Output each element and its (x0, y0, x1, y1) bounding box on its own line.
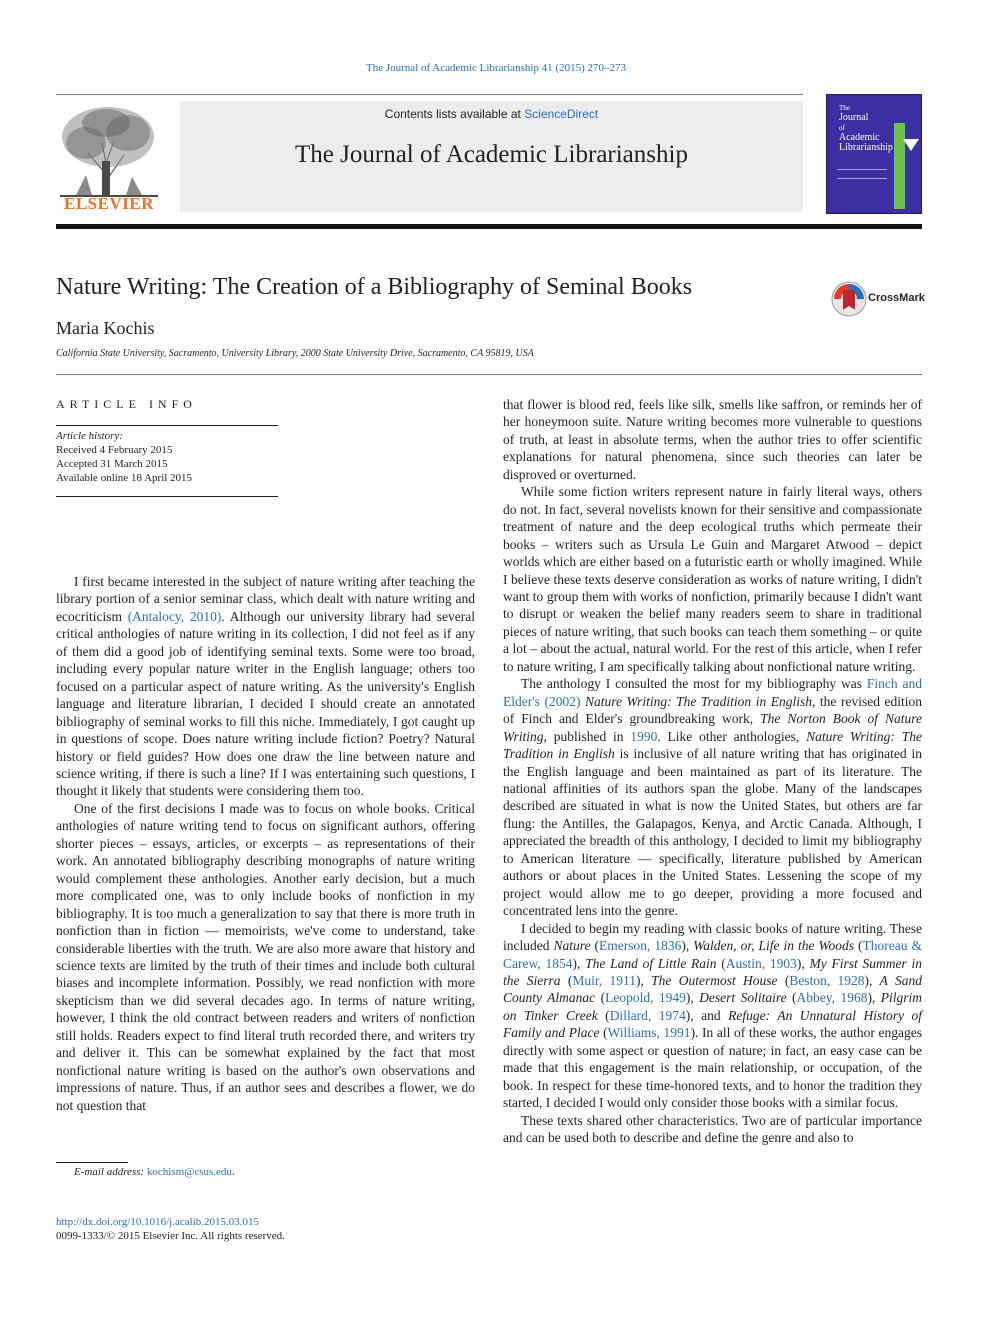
citation-link[interactable]: (Antalocy, 2010) (127, 608, 222, 624)
book-title: The Outermost House (651, 972, 778, 988)
body-paragraph (503, 675, 922, 919)
body-text: , the revised edition of Finch and Elder's groundbreaking work, (503, 693, 922, 727)
book-title: Nature (553, 938, 591, 954)
footnote-email-label: E-mail address: (74, 1166, 145, 1178)
author-affiliation: California State University, Sacramento, University Library, 2000 State University Drive, Sacramento, CA 95819, USA (56, 348, 534, 359)
body-text: is inclusive of all nature writing that has originated in the English language and been maintained as part of its literature. The national affinities of its authors span the globe. Many of the landscapes described are situated in what is now the United States, but others are far flung: the Antilles, the Galapagos, Kenya, and Arctic Canada. Although, I appreciated the breadth of this anthology, I decided to limit my bibliography to American literature — specifically, literature published by American authors or about places in the United States. Lessening the scope of my project would allow me to go deeper, providing a more focused and concentrated lens into the genre. (503, 746, 922, 919)
book-title: Pilgrim on Tinker Creek (503, 990, 923, 1023)
header-rule (56, 224, 922, 229)
crossmark-label[interactable]: CrossMark (868, 292, 925, 304)
book-title: Desert Solitaire (699, 990, 787, 1006)
history-online: Available online 18 April 2015 (56, 472, 193, 484)
cover-title (839, 103, 893, 153)
citation-link[interactable]: Abbey, 1968 (796, 990, 868, 1006)
body-text: ). In all of these works, the author engages directly with some aspect or question of nature; in fact, an easy case can be made that this engagement is the main relationship, or occupation, of the book. In respect for these time-honored texts, and to honor the tradition they started, I decided I would only consider those books with a similar focus. (503, 1025, 922, 1111)
body-text: While some fiction writers represent nature in fairly literal ways, others do not. In fact, several novelists known for their sensitive and compassionate treatment of nature and the deep ecological truths which permeate their books – writers such as Ursula Le Guin and Margaret Atwood – depict worlds which are either based on a futuristic earth or wholly imagined. While I believe these texts deserve consideration as works of nature writing, I didn't want to group them with works of nonfiction, primarily because I didn't want to disrupt or weaken the belief many readers seem to share in traditional pieces of nature writing, that such books can teach them something – or quite a lot – about the actual, natural world. For the rest of this article, when I refer to nature writing, I am specifically talking about nonfictional nature writing. (503, 484, 922, 674)
footnote-period: . (231, 1166, 235, 1178)
article-info-rule-top (56, 425, 278, 426)
sciencedirect-link[interactable]: ScienceDirect (524, 107, 599, 121)
cover-triangle-icon (903, 139, 919, 151)
body-text: ), (635, 972, 652, 988)
citation-link[interactable]: Dillard, 1974 (609, 1007, 686, 1023)
citation-link[interactable]: Emerson, 1836 (599, 938, 682, 954)
copyright-line: 0099-1333/© 2015 Elsevier Inc. All rights reserved. (56, 1230, 285, 1242)
body-text: ( (560, 972, 573, 988)
history-received: Received 4 February 2015 (56, 444, 173, 456)
cover-of: of (839, 124, 845, 132)
cover-decoration (837, 169, 887, 179)
body-text: . Like other anthologies, (657, 728, 807, 744)
body-paragraph (503, 483, 922, 675)
body-text: ), (681, 938, 694, 954)
body-paragraph (503, 920, 922, 1112)
article-info-rule-bottom (56, 496, 278, 497)
cover-title-line-3: Librarianship (839, 142, 893, 153)
body-paragraph (503, 1112, 922, 1147)
book-title: Refuge: An Unnatural History of Family and Place (503, 1007, 923, 1041)
body-text: I decided to begin my reading with classic books of nature writing. These included (503, 920, 922, 954)
body-paragraph (56, 573, 475, 800)
body-text: , published in (543, 728, 631, 744)
body-text: ( (716, 955, 726, 971)
book-title: Nature Writing: The Tradition in English (503, 728, 923, 762)
journal-cover-thumbnail[interactable] (826, 94, 922, 214)
body-text: ( (786, 990, 797, 1006)
citation-link[interactable]: Finch and Elder's (2002) (503, 676, 922, 709)
book-title: Nature Writing: The Tradition in English (585, 693, 813, 709)
article-title: Nature Writing: The Creation of a Bibliography of Seminal Books (56, 274, 693, 300)
book-title: The Norton Book of Nature Writing (503, 711, 922, 744)
crossmark-icon[interactable] (831, 281, 867, 317)
body-text: ), (796, 955, 810, 971)
contents-line (180, 107, 803, 121)
book-title: A Sand County Almanac (503, 972, 922, 1006)
citation-link[interactable]: Thoreau & Carew, 1854 (503, 938, 922, 971)
cover-green-bar (894, 123, 905, 209)
author-footnote (56, 1166, 475, 1178)
body-text: One of the first decisions I made was to focus on whole books. Critical anthologies of nature writing tend to focus on significant authors, offering shorter pieces – essays, articles, or excerpts – as representations of their work. An annotated bibliography describing monographs of nature writing would complement these anthologies. Another early decision, but a much more complicated one, was to only include books of nonfiction in my bibliography. It is too much a generalization to say that there is more truth in nonfiction than in fiction — memoirists, we've come to understand, take considerable liberties with the truth. We are also more aware that history and science texts are limited by the truth of their times and include both cultural biases and incomplete information. Possibly, we read nonfiction with more skepticism than we did several decades ago. In terms of nature writing, however, I think the old contract between readers and writers of nonfiction still holds. Readers expect to find literal truth recorded there, and writers try and deliver it. This can be somewhat explained by the fact that most nonfictional nature writing is based on the author's own observations and impressions of nature. Thus, if an author sees and describes a flower, we do not question that (56, 800, 475, 1113)
history-accepted: Accepted 31 March 2015 (56, 458, 168, 470)
citation-link[interactable]: Muir, 1911 (572, 972, 636, 988)
body-text: ( (590, 938, 599, 954)
cover-the: The (839, 104, 850, 112)
affiliation-rule (56, 374, 922, 375)
author-name: Maria Kochis (56, 318, 155, 338)
citation-link[interactable]: Beston, 1928 (789, 972, 865, 988)
cover-title-line-1: Journal (839, 112, 869, 123)
article-info-heading: ARTICLE INFO (56, 397, 197, 411)
body-text: I first became interested in the subject of nature writing after teaching the library portion of a senior seminar class, which dealt with nature writing and ecocriticism (56, 574, 475, 624)
journal-title-box (180, 101, 803, 212)
body-text: ), (572, 955, 586, 971)
body-text: ), (864, 972, 880, 988)
contents-prefix: Contents lists available at (384, 107, 525, 121)
book-title: The Land of Little Rain (585, 955, 717, 971)
body-text: ( (854, 938, 863, 954)
history-label: Article history: (56, 430, 123, 442)
body-text: These texts shared other characteristics. Two are of particular importance and can be used both to describe and define the genre and also to (503, 1112, 922, 1146)
body-paragraph (503, 396, 922, 483)
book-title: My First Summer in the Sierra (503, 955, 922, 988)
book-title: Walden, or, Life in the Woods (693, 938, 855, 954)
body-paragraph (56, 800, 475, 1114)
elsevier-wordmark: ELSEVIER (64, 194, 154, 213)
citation-link[interactable]: 1990 (630, 728, 658, 744)
footnote-rule (56, 1162, 128, 1163)
citation-link[interactable]: Austin, 1903 (725, 955, 797, 971)
doi-link[interactable]: http://dx.doi.org/10.1016/j.acalib.2015.03.015 (56, 1216, 259, 1228)
body-text: ( (597, 1007, 610, 1023)
body-text: The anthology I consulted the most for my bibliography was (521, 676, 867, 692)
article-history (56, 429, 192, 485)
body-text: ( (595, 990, 606, 1006)
author-email-link[interactable]: kochism@csus.edu (146, 1166, 232, 1178)
citation-link[interactable]: Williams, 1991 (607, 1025, 691, 1041)
body-text: ( (777, 972, 790, 988)
body-text: . Although our university library had several critical anthologies of nature writing in its collection, I did not feel as if any of them did a good job of identifying seminal texts. Some were too broad, including every popular nature writer in the English language; others too focused on a particular aspect of nature writing. As the university's English language and literature librarian, I decided I should create an annotated bibliography of seminal works to fill this niche. Immediately, I got caught up in questions of scope. Does nature writing include fiction? Poetry? Natural history or field guides? How does one draw the line between nature and science writing, if there is such a line? If I was entertaining such questions, I thought it likely that students were considering them too. (56, 608, 475, 799)
citation-link[interactable]: Leopold, 1949 (605, 990, 686, 1006)
body-text: ), (867, 990, 881, 1006)
body-column-right (503, 396, 922, 1146)
journal-name: The Journal of Academic Librarianship (295, 141, 688, 168)
body-text: ), and (685, 1007, 729, 1023)
journal-header (56, 94, 803, 215)
journal-citation[interactable]: The Journal of Academic Librarianship 41 (2015) 270–273 (366, 62, 626, 74)
body-text: that flower is blood red, feels like silk, smells like saffron, or reminds her of her honeymoon suite. Nature writing becomes more vulnerable to questions of truth, at least in absolute terms, when the author tries to offer scientific explanations for natural phenomena, since such theories can later be disproved or overturned. (503, 397, 922, 482)
cover-title-line-2: Academic (839, 132, 880, 143)
body-column-left (56, 573, 475, 1114)
body-text: ), (685, 990, 700, 1006)
body-text: ( (599, 1025, 608, 1041)
